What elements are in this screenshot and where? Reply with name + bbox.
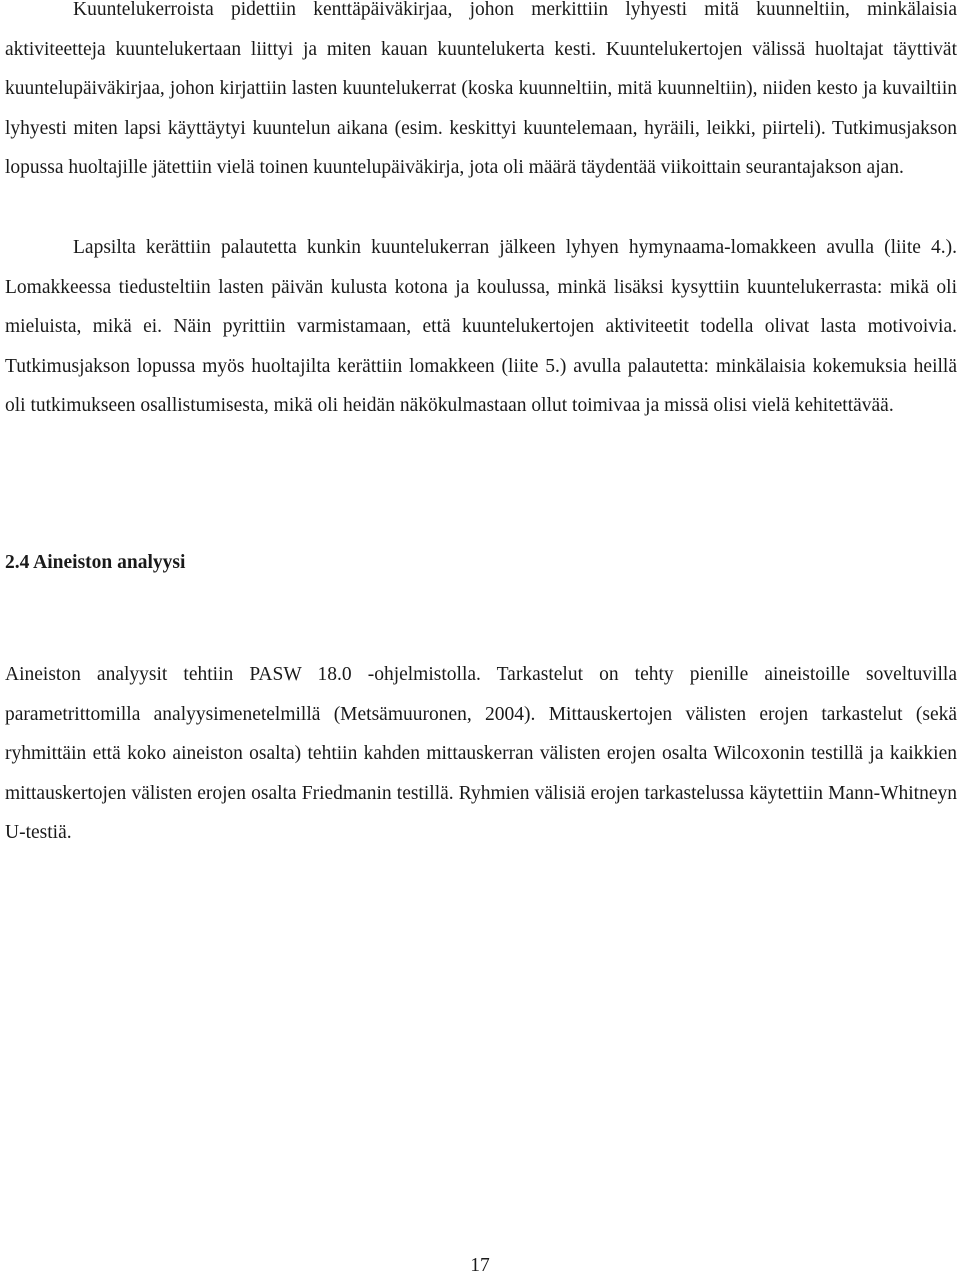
- page-number: 17: [470, 1255, 490, 1276]
- section-heading: 2.4 Aineiston analyysi: [5, 552, 186, 573]
- paragraph-field-diary: Kuuntelukerroista pidettiin kenttäpäiväkirjaa, johon merkittiin lyhyesti mitä kuunneltiin, minkälaisia aktiviteetteja kuuntelukertaan liittyi ja miten kauan kuuntelukerta kesti. Kuuntelukertojen välissä huoltajat täyttivät kuuntelupäiväkirjaa, johon kirjattiin lasten kuuntelukerrat (koska kuunneltiin, mitä kuunneltiin), niiden kesto ja kuvailtiin lyhyesti miten lapsi käyttäytyi kuuntelun aikana (esim. keskittyi kuuntelemaan, hyräili, leikki, piirteli). Tutkimusjakson lopussa huoltajille jätettiin vielä toinen kuuntelupäiväkirja, jota oli määrä täydentää viikoittain seurantajakson ajan.: [5, 0, 957, 179]
- paragraph-child-feedback: Lapsilta kerättiin palautetta kunkin kuuntelukerran jälkeen lyhyen hymynaama-lomakkeen avulla (liite 4.). Lomakkeessa tiedusteltiin lasten päivän kulusta kotona ja koulussa, minkä lisäksi kysyttiin kuuntelukerrasta: mikä oli mieluista, mikä ei. Näin pyrittiin varmistamaan, että kuuntelukertojen aktiviteetit todella olivat lasta motivoivia. Tutkimusjakson lopussa myös huoltajilta kerättiin lomakkeen (liite 5.) avulla palautetta: minkälaisia kokemuksia heillä oli tutkimukseen osallistumisesta, mikä oli heidän näkökulmastaan ollut toimivaa ja missä olisi vielä kehitettävää.: [5, 237, 957, 417]
- paragraph-analysis: Aineiston analyysit tehtiin PASW 18.0 -ohjelmistolla. Tarkastelut on tehty pienille aineistoille soveltuvilla parametrittomilla analyysimenetelmillä (Metsämuuronen, 2004). Mittauskertojen välisten erojen tarkastelut (sekä ryhmittäin että koko aineiston osalta) tehtiin kahden mittauskerran välisten erojen osalta Wilcoxonin testillä ja kaikkien mittauskertojen välisten erojen osalta Friedmanin testillä. Ryhmien välisiä erojen tarkastelussa käytettiin Mann-Whitneyn U-testiä.: [5, 664, 957, 844]
